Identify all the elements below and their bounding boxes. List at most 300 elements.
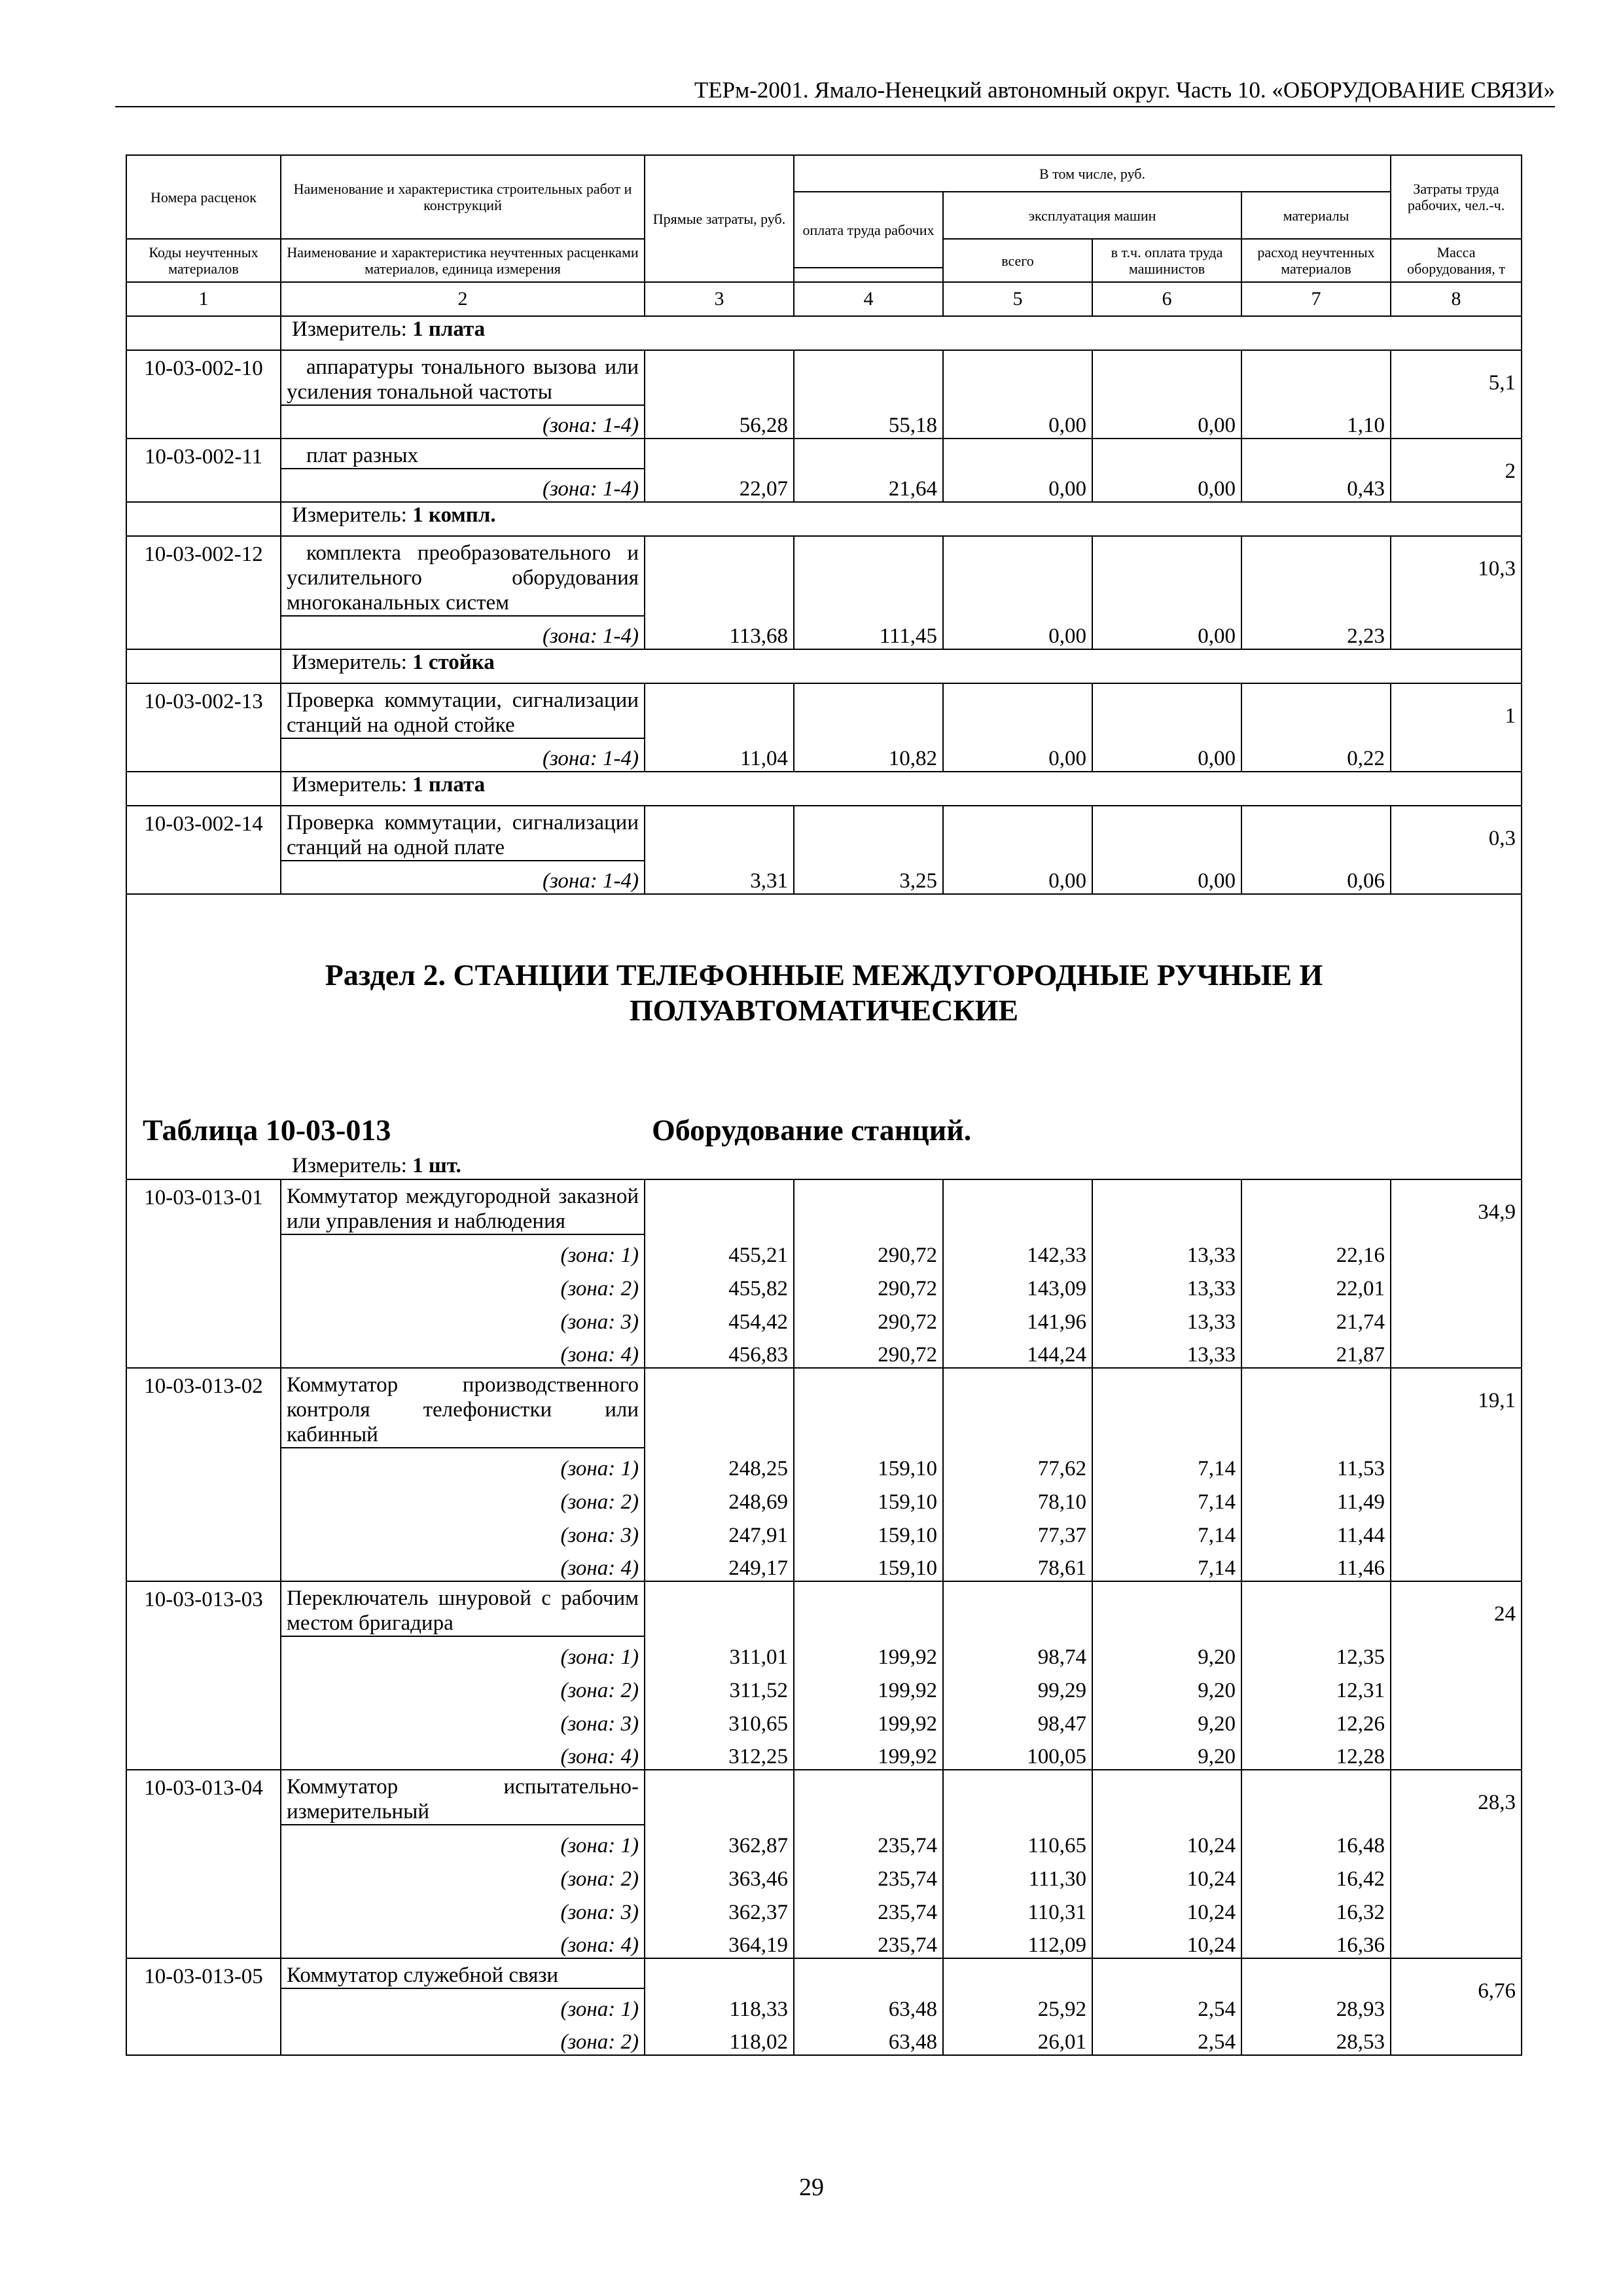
zone-row xyxy=(126,1925,1522,1958)
cost-value: 9,20 xyxy=(1092,1670,1241,1703)
header-col3: Прямые затраты, руб. xyxy=(645,155,794,282)
table-row xyxy=(126,1179,1522,1234)
zone-label: (зона: 4) xyxy=(281,1548,645,1581)
cost-value: 290,72 xyxy=(794,1335,943,1368)
cost-value: 11,44 xyxy=(1241,1515,1391,1548)
cost-value: 11,53 xyxy=(1241,1448,1391,1481)
work-name: Проверка коммутации, сигнализации станций на одной стойке xyxy=(281,683,645,738)
empty-cell xyxy=(1092,350,1241,405)
cost-value: 455,82 xyxy=(645,1268,794,1301)
zone-row xyxy=(126,1825,1522,1858)
measure-row xyxy=(126,649,1522,683)
work-name: Коммутатор производственного контроля телефонистки или кабинный xyxy=(281,1368,645,1448)
empty-cell xyxy=(943,683,1092,738)
cost-value: 110,31 xyxy=(943,1892,1092,1925)
column-number: 5 xyxy=(943,282,1092,316)
cost-value: 290,72 xyxy=(794,1268,943,1301)
empty-cell xyxy=(1241,1368,1391,1448)
header-col8-bottom: Масса оборудования, т xyxy=(1391,239,1522,282)
table-row xyxy=(126,536,1522,616)
zone-label: (зона: 1-4) xyxy=(281,616,645,649)
header-col4: оплата труда рабочих xyxy=(794,192,943,268)
table-row xyxy=(126,1581,1522,1636)
work-name: Коммутатор испытательно-измерительный xyxy=(281,1770,645,1825)
zone-row xyxy=(126,1703,1522,1736)
zone-label: (зона: 2) xyxy=(281,1858,645,1892)
labor-mass: 28,3 xyxy=(1391,1770,1522,1958)
zone-row xyxy=(126,616,1522,649)
empty-cell xyxy=(943,1770,1092,1825)
rate-code: 10-03-013-02 xyxy=(126,1368,281,1581)
empty-cell xyxy=(645,439,794,469)
cost-value: 63,48 xyxy=(794,2022,943,2055)
empty-cell xyxy=(943,439,1092,469)
empty-cell xyxy=(1241,683,1391,738)
cost-value: 0,00 xyxy=(1092,405,1241,439)
cost-value: 310,65 xyxy=(645,1703,794,1736)
cost-value: 22,16 xyxy=(1241,1234,1391,1268)
measure-line xyxy=(292,1153,461,1179)
table-title: Оборудование станций. xyxy=(652,1113,972,1147)
cost-value: 199,92 xyxy=(794,1703,943,1736)
cost-value: 16,48 xyxy=(1241,1825,1391,1858)
empty-cell xyxy=(794,1770,943,1825)
measure-row xyxy=(126,316,1522,350)
measure-cell xyxy=(281,316,1522,350)
empty-cell xyxy=(943,350,1092,405)
empty-cell xyxy=(794,1958,943,1988)
cost-value: 118,33 xyxy=(645,1988,794,2022)
measure-blank xyxy=(126,649,281,683)
cost-value: 25,92 xyxy=(943,1988,1092,2022)
cost-value: 11,04 xyxy=(645,738,794,772)
empty-cell xyxy=(794,536,943,616)
cost-value: 0,00 xyxy=(1092,738,1241,772)
cost-value: 159,10 xyxy=(794,1448,943,1481)
cost-value: 16,32 xyxy=(1241,1892,1391,1925)
cost-value: 311,52 xyxy=(645,1670,794,1703)
cost-value: 454,42 xyxy=(645,1301,794,1335)
empty-cell xyxy=(943,536,1092,616)
cost-value: 290,72 xyxy=(794,1301,943,1335)
cost-value: 10,24 xyxy=(1092,1825,1241,1858)
rate-code: 10-03-013-05 xyxy=(126,1958,281,2055)
empty-cell xyxy=(645,350,794,405)
cost-value: 113,68 xyxy=(645,616,794,649)
cost-value: 0,00 xyxy=(943,469,1092,502)
empty-cell xyxy=(1092,1958,1241,1988)
cost-value: 290,72 xyxy=(794,1234,943,1268)
cost-value: 455,21 xyxy=(645,1234,794,1268)
empty-cell xyxy=(794,683,943,738)
zone-label: (зона: 4) xyxy=(281,1335,645,1368)
cost-value: 21,87 xyxy=(1241,1335,1391,1368)
cost-value: 0,00 xyxy=(943,861,1092,894)
zone-label: (зона: 3) xyxy=(281,1892,645,1925)
measure-cell xyxy=(281,772,1522,806)
empty-cell xyxy=(943,1581,1092,1636)
cost-value: 21,74 xyxy=(1241,1301,1391,1335)
zone-row xyxy=(126,1481,1522,1515)
work-name: плат разных xyxy=(281,439,645,469)
cost-value: 247,91 xyxy=(645,1515,794,1548)
cost-value: 1,10 xyxy=(1241,405,1391,439)
empty-cell xyxy=(1241,536,1391,616)
zone-row xyxy=(126,1515,1522,1548)
header-col6: в т.ч. оплата труда машинистов xyxy=(1092,239,1241,282)
zone-label: (зона: 1-4) xyxy=(281,405,645,439)
work-name: Коммутатор междугородной заказной или управления и наблюдения xyxy=(281,1179,645,1234)
empty-cell xyxy=(1092,1581,1241,1636)
empty-cell xyxy=(794,439,943,469)
cost-value: 7,14 xyxy=(1092,1481,1241,1515)
empty-cell xyxy=(645,1368,794,1448)
cost-value: 28,93 xyxy=(1241,1988,1391,2022)
labor-mass: 19,1 xyxy=(1391,1368,1522,1581)
empty-cell xyxy=(1092,536,1241,616)
empty-cell xyxy=(1241,1770,1391,1825)
cost-value: 235,74 xyxy=(794,1825,943,1858)
zone-row xyxy=(126,2022,1522,2055)
labor-mass: 0,3 xyxy=(1391,806,1522,894)
cost-value: 77,62 xyxy=(943,1448,1092,1481)
empty-cell xyxy=(794,1179,943,1234)
header-col1-top: Номера расценок xyxy=(126,155,281,239)
header-machines: эксплуатация машин xyxy=(943,192,1241,239)
cost-value: 0,00 xyxy=(943,738,1092,772)
zone-row xyxy=(126,1301,1522,1335)
cost-value: 13,33 xyxy=(1092,1234,1241,1268)
labor-mass: 10,3 xyxy=(1391,536,1522,649)
header-col8-top: Затраты труда рабочих, чел.-ч. xyxy=(1391,155,1522,239)
cost-value: 159,10 xyxy=(794,1548,943,1581)
cost-value: 12,26 xyxy=(1241,1703,1391,1736)
cost-value: 112,09 xyxy=(943,1925,1092,1958)
work-name: аппаратуры тонального вызова или усиления тональной частоты xyxy=(281,350,645,405)
column-number: 2 xyxy=(281,282,645,316)
cost-value: 2,54 xyxy=(1092,1988,1241,2022)
measure-unit: 1 компл. xyxy=(412,503,496,527)
cost-value: 21,64 xyxy=(794,469,943,502)
column-number-row xyxy=(126,282,1522,316)
empty-cell xyxy=(943,1179,1092,1234)
cost-value: 0,22 xyxy=(1241,738,1391,772)
measure-prefix: Измеритель: xyxy=(292,651,407,674)
cost-value: 0,00 xyxy=(1092,861,1241,894)
zone-row xyxy=(126,1335,1522,1368)
cost-value: 110,65 xyxy=(943,1825,1092,1858)
work-name: Переключатель шнуровой с рабочим местом бригадира xyxy=(281,1581,645,1636)
labor-mass: 5,1 xyxy=(1391,350,1522,439)
zone-row xyxy=(126,1988,1522,2022)
work-name: Проверка коммутации, сигнализации станций на одной плате xyxy=(281,806,645,861)
cost-value: 456,83 xyxy=(645,1335,794,1368)
empty-cell xyxy=(645,806,794,861)
cost-value: 63,48 xyxy=(794,1988,943,2022)
cost-value: 9,20 xyxy=(1092,1703,1241,1736)
rate-code: 10-03-002-13 xyxy=(126,683,281,772)
zone-label: (зона: 2) xyxy=(281,1481,645,1515)
measure-unit: 1 плата xyxy=(412,317,486,341)
zone-row xyxy=(126,1636,1522,1670)
zone-row xyxy=(126,1858,1522,1892)
running-head: ТЕРм-2001. Ямало-Ненецкий автономный округ. Часть 10. «ОБОРУДОВАНИЕ СВЯЗИ» xyxy=(694,77,1555,103)
column-number: 3 xyxy=(645,282,794,316)
zone-label: (зона: 1) xyxy=(281,1234,645,1268)
cost-value: 2,54 xyxy=(1092,2022,1241,2055)
cost-value: 362,87 xyxy=(645,1825,794,1858)
zone-label: (зона: 4) xyxy=(281,1736,645,1770)
header-group: В том числе, руб. xyxy=(794,155,1391,192)
zone-row xyxy=(126,738,1522,772)
cost-value: 118,02 xyxy=(645,2022,794,2055)
cost-value: 12,35 xyxy=(1241,1636,1391,1670)
table-row xyxy=(126,683,1522,738)
labor-mass: 1 xyxy=(1391,683,1522,772)
cost-value: 235,74 xyxy=(794,1925,943,1958)
measure-blank xyxy=(126,502,281,536)
zone-label: (зона: 1) xyxy=(281,1636,645,1670)
cost-value: 7,14 xyxy=(1092,1448,1241,1481)
measure-prefix: Измеритель: xyxy=(292,773,407,797)
cost-value: 199,92 xyxy=(794,1636,943,1670)
cost-value: 312,25 xyxy=(645,1736,794,1770)
empty-cell xyxy=(794,350,943,405)
empty-cell xyxy=(794,806,943,861)
price-table xyxy=(126,154,1522,2056)
work-name: Коммутатор служебной связи xyxy=(281,1958,645,1988)
cost-value: 7,14 xyxy=(1092,1548,1241,1581)
cost-value: 98,47 xyxy=(943,1703,1092,1736)
column-number: 6 xyxy=(1092,282,1241,316)
measure-cell xyxy=(281,649,1522,683)
measure-blank xyxy=(126,772,281,806)
cost-value: 22,07 xyxy=(645,469,794,502)
empty-cell xyxy=(1241,806,1391,861)
zone-label: (зона: 2) xyxy=(281,1670,645,1703)
header-col2-bottom: Наименование и характеристика неучтенных расценками материалов, единица измерения xyxy=(281,239,645,282)
empty-cell xyxy=(1241,1958,1391,1988)
header-col1-bottom: Коды неучтенных материалов xyxy=(126,239,281,282)
cost-value: 9,20 xyxy=(1092,1636,1241,1670)
zone-row xyxy=(126,1548,1522,1581)
cost-value: 55,18 xyxy=(794,405,943,439)
page-number: 29 xyxy=(799,2174,824,2201)
cost-value: 13,33 xyxy=(1092,1301,1241,1335)
empty-cell xyxy=(645,683,794,738)
zone-row xyxy=(126,405,1522,439)
empty-cell xyxy=(645,1179,794,1234)
cost-value: 362,37 xyxy=(645,1892,794,1925)
table-row xyxy=(126,1368,1522,1448)
cost-value: 0,06 xyxy=(1241,861,1391,894)
header-col7: расход неучтенных материалов xyxy=(1241,239,1391,282)
table-header xyxy=(126,155,1522,316)
cost-value: 3,25 xyxy=(794,861,943,894)
header-materials: материалы xyxy=(1241,192,1391,239)
measure-prefix: Измеритель: xyxy=(292,1154,407,1177)
cost-value: 28,53 xyxy=(1241,2022,1391,2055)
zone-label: (зона: 1) xyxy=(281,1448,645,1481)
cost-value: 159,10 xyxy=(794,1515,943,1548)
cost-value: 235,74 xyxy=(794,1892,943,1925)
measure-unit: 1 шт. xyxy=(412,1154,461,1177)
cost-value: 100,05 xyxy=(943,1736,1092,1770)
cost-value: 159,10 xyxy=(794,1481,943,1515)
measure-row xyxy=(126,772,1522,806)
cost-value: 249,17 xyxy=(645,1548,794,1581)
zone-label: (зона: 1-4) xyxy=(281,861,645,894)
labor-mass: 6,76 xyxy=(1391,1958,1522,2055)
empty-cell xyxy=(1241,439,1391,469)
empty-cell xyxy=(943,1368,1092,1448)
cost-value: 0,43 xyxy=(1241,469,1391,502)
cost-value: 143,09 xyxy=(943,1268,1092,1301)
cost-value: 98,74 xyxy=(943,1636,1092,1670)
cost-value: 0,00 xyxy=(943,405,1092,439)
cost-value: 10,24 xyxy=(1092,1925,1241,1958)
cost-value: 12,31 xyxy=(1241,1670,1391,1703)
cost-value: 111,45 xyxy=(794,616,943,649)
labor-mass: 34,9 xyxy=(1391,1179,1522,1368)
table-label: Таблица 10-03-013 xyxy=(143,1113,391,1147)
zone-row xyxy=(126,1234,1522,1268)
column-number: 7 xyxy=(1241,282,1391,316)
cost-value: 363,46 xyxy=(645,1858,794,1892)
column-number: 4 xyxy=(794,282,943,316)
section-block xyxy=(126,894,1522,1179)
cost-value: 142,33 xyxy=(943,1234,1092,1268)
cost-value: 311,01 xyxy=(645,1636,794,1670)
cost-value: 16,42 xyxy=(1241,1858,1391,1892)
cost-value: 248,25 xyxy=(645,1448,794,1481)
zone-row xyxy=(126,1448,1522,1481)
cost-value: 199,92 xyxy=(794,1736,943,1770)
section-cell xyxy=(126,894,1522,1179)
cost-value: 56,28 xyxy=(645,405,794,439)
zone-label: (зона: 4) xyxy=(281,1925,645,1958)
column-number: 1 xyxy=(126,282,281,316)
cost-value: 248,69 xyxy=(645,1481,794,1515)
empty-cell xyxy=(1092,1179,1241,1234)
cost-value: 199,92 xyxy=(794,1670,943,1703)
measure-row xyxy=(126,502,1522,536)
cost-value: 10,24 xyxy=(1092,1892,1241,1925)
part1-body xyxy=(126,316,1522,894)
cost-value: 78,61 xyxy=(943,1548,1092,1581)
header-col5: всего xyxy=(943,239,1092,282)
rate-code: 10-03-002-14 xyxy=(126,806,281,894)
table-row xyxy=(126,1770,1522,1825)
cost-value: 10,82 xyxy=(794,738,943,772)
cost-value: 111,30 xyxy=(943,1858,1092,1892)
header-rule xyxy=(115,106,1555,107)
column-number: 8 xyxy=(1391,282,1522,316)
table-row xyxy=(126,350,1522,405)
cost-value: 3,31 xyxy=(645,861,794,894)
work-name: комплекта преобразовательного и усилительного оборудования многоканальных систем xyxy=(281,536,645,616)
zone-label: (зона: 1-4) xyxy=(281,738,645,772)
cost-value: 22,01 xyxy=(1241,1268,1391,1301)
cost-value: 77,37 xyxy=(943,1515,1092,1548)
zone-label: (зона: 2) xyxy=(281,2022,645,2055)
rate-code: 10-03-002-12 xyxy=(126,536,281,649)
labor-mass: 2 xyxy=(1391,439,1522,502)
zone-row xyxy=(126,469,1522,502)
table-row xyxy=(126,1958,1522,1988)
measure-cell xyxy=(281,502,1522,536)
empty-cell xyxy=(1092,683,1241,738)
measure-prefix: Измеритель: xyxy=(292,503,407,527)
cost-value: 78,10 xyxy=(943,1481,1092,1515)
cost-value: 99,29 xyxy=(943,1670,1092,1703)
empty-cell xyxy=(645,1958,794,1988)
part2-body xyxy=(126,1179,1522,2055)
cost-value: 16,36 xyxy=(1241,1925,1391,1958)
zone-row xyxy=(126,1892,1522,1925)
cost-value: 0,00 xyxy=(1092,616,1241,649)
empty-cell xyxy=(1241,1179,1391,1234)
zone-row xyxy=(126,1736,1522,1770)
section-title: Раздел 2. СТАНЦИИ ТЕЛЕФОННЫЕ МЕЖДУГОРОДНЫЕ РУЧНЫЕ И ПОЛУАВТОМАТИЧЕСКИЕ xyxy=(325,958,1323,1027)
cost-value: 12,28 xyxy=(1241,1736,1391,1770)
empty-cell xyxy=(943,1958,1092,1988)
zone-label: (зона: 3) xyxy=(281,1515,645,1548)
empty-cell xyxy=(1241,350,1391,405)
empty-cell xyxy=(794,1581,943,1636)
cost-value: 10,24 xyxy=(1092,1858,1241,1892)
measure-unit: 1 плата xyxy=(412,773,486,797)
empty-cell xyxy=(794,1368,943,1448)
cost-value: 13,33 xyxy=(1092,1335,1241,1368)
header-col2-top: Наименование и характеристика строительных работ и конструкций xyxy=(281,155,645,239)
empty-cell xyxy=(645,1581,794,1636)
rate-code: 10-03-002-10 xyxy=(126,350,281,439)
cost-value: 0,00 xyxy=(1092,469,1241,502)
empty-cell xyxy=(1092,439,1241,469)
table-row xyxy=(126,806,1522,861)
table-row xyxy=(126,439,1522,469)
cost-value: 11,49 xyxy=(1241,1481,1391,1515)
cost-value: 26,01 xyxy=(943,2022,1092,2055)
empty-cell xyxy=(645,536,794,616)
zone-label: (зона: 3) xyxy=(281,1703,645,1736)
rate-code: 10-03-002-11 xyxy=(126,439,281,502)
zone-row xyxy=(126,861,1522,894)
rate-code: 10-03-013-01 xyxy=(126,1179,281,1368)
zone-label: (зона: 1) xyxy=(281,1825,645,1858)
empty-cell xyxy=(645,1770,794,1825)
rate-code: 10-03-013-03 xyxy=(126,1581,281,1770)
cost-value: 364,19 xyxy=(645,1925,794,1958)
empty-cell xyxy=(943,806,1092,861)
zone-label: (зона: 2) xyxy=(281,1268,645,1301)
cost-value: 141,96 xyxy=(943,1301,1092,1335)
zone-row xyxy=(126,1670,1522,1703)
zone-label: (зона: 1) xyxy=(281,1988,645,2022)
cost-value: 144,24 xyxy=(943,1335,1092,1368)
zone-label: (зона: 3) xyxy=(281,1301,645,1335)
cost-value: 0,00 xyxy=(943,616,1092,649)
empty-cell xyxy=(1092,806,1241,861)
zone-row xyxy=(126,1268,1522,1301)
zone-label: (зона: 1-4) xyxy=(281,469,645,502)
empty-cell xyxy=(1092,1770,1241,1825)
cost-value: 2,23 xyxy=(1241,616,1391,649)
cost-value: 235,74 xyxy=(794,1858,943,1892)
empty-cell xyxy=(1241,1581,1391,1636)
measure-blank xyxy=(126,316,281,350)
